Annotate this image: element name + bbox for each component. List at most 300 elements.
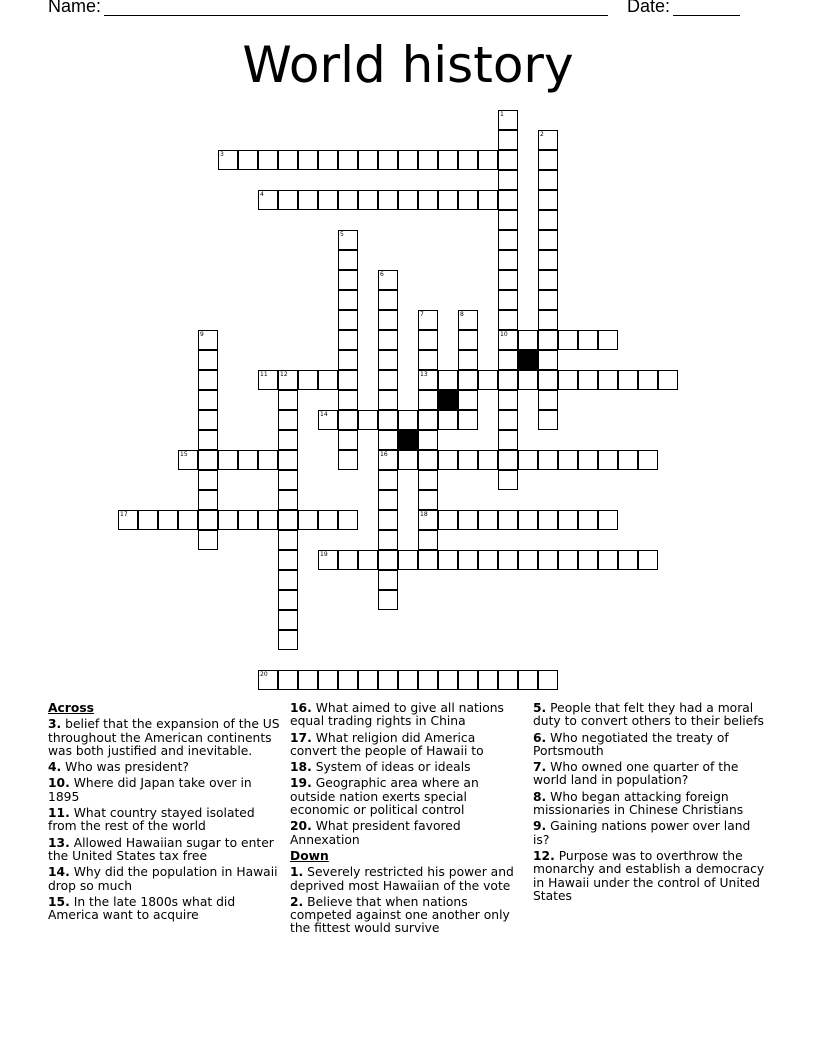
crossword-cell[interactable] [398,670,418,690]
crossword-cell[interactable] [338,190,358,210]
crossword-cell[interactable] [278,630,298,650]
crossword-cell[interactable] [458,550,478,570]
crossword-cell[interactable] [458,450,478,470]
crossword-cell[interactable] [338,430,358,450]
crossword-cell[interactable] [338,310,358,330]
clue-number: 6. [533,730,547,745]
clue-number: 17. [290,730,312,745]
crossword-cell[interactable] [498,390,518,410]
clue-number: 18. [290,760,312,775]
crossword-cell[interactable] [338,150,358,170]
crossword-cell[interactable] [358,670,378,690]
clue-number: 11. [48,806,70,821]
crossword-cell[interactable] [398,450,418,470]
crossword-cell[interactable] [498,290,518,310]
crossword-cell[interactable] [378,490,398,510]
crossword-cell[interactable] [418,430,438,450]
crossword-cell[interactable] [198,490,218,510]
crossword-cell[interactable] [178,510,198,530]
crossword-cell[interactable] [638,450,658,470]
across-heading: Across [48,701,94,715]
crossword-cell[interactable] [338,510,358,530]
crossword-cell[interactable] [458,670,478,690]
clue-number: 9. [533,819,547,834]
clue-number: 19. [290,776,312,791]
crossword-cell[interactable] [338,290,358,310]
crossword-cell[interactable] [498,130,518,150]
crossword-cell[interactable] [378,330,398,350]
crossword-cell[interactable] [498,350,518,370]
crossword-cell[interactable] [318,410,338,430]
crossword-cell[interactable] [418,530,438,550]
crossword-cell[interactable] [338,230,358,250]
across-clue [290,820,522,847]
clue-text: Who was president? [65,760,189,775]
cell-number: 6 [380,271,384,278]
crossword-cell[interactable] [198,410,218,430]
crossword-cell[interactable] [418,470,438,490]
crossword-cell[interactable] [338,350,358,370]
crossword-cell[interactable] [658,370,678,390]
crossword-cell[interactable] [198,530,218,550]
crossword-cell[interactable] [338,670,358,690]
cell-number: 13 [420,371,428,378]
crossword-cell[interactable] [498,170,518,190]
crossword-cell[interactable] [338,370,358,390]
crossword-cell[interactable] [278,390,298,410]
crossword-cell[interactable] [618,450,638,470]
crossword-cell[interactable] [438,670,458,690]
crossword-cell[interactable] [258,370,278,390]
crossword-cell[interactable] [398,410,418,430]
crossword-cell[interactable] [198,370,218,390]
crossword-block-cell [518,350,538,370]
cell-number: 10 [500,331,508,338]
clue-number: 10. [48,776,70,791]
crossword-cell[interactable] [378,570,398,590]
clue-text: People that felt they had a moral duty to convert others to their beliefs [533,701,764,729]
crossword-cell[interactable] [498,310,518,330]
across-clue [48,837,280,864]
crossword-cell[interactable] [378,390,398,410]
crossword-cell[interactable] [198,470,218,490]
crossword-cell[interactable] [418,450,438,470]
crossword-cell[interactable] [538,450,558,470]
crossword-cell[interactable] [378,430,398,450]
crossword-cell[interactable] [278,670,298,690]
clue-number: 1. [290,865,304,880]
crossword-cell[interactable] [498,430,518,450]
clue-number: 20. [290,819,312,834]
page-title: World history [242,36,574,94]
crossword-cell[interactable] [458,310,478,330]
crossword-cell[interactable] [518,330,538,350]
down-clue [533,702,765,729]
crossword-cell[interactable] [598,370,618,390]
crossword-cell[interactable] [458,410,478,430]
crossword-cell[interactable] [418,490,438,510]
clue-number: 4. [48,760,62,775]
crossword-cell[interactable] [538,350,558,370]
crossword-cell[interactable] [438,410,458,430]
crossword-cell[interactable] [418,390,438,410]
crossword-cell[interactable] [598,550,618,570]
crossword-cell[interactable] [438,550,458,570]
crossword-cell[interactable] [518,550,538,570]
cell-number: 1 [500,111,504,118]
crossword-cell[interactable] [258,190,278,210]
crossword-cell[interactable] [338,550,358,570]
crossword-cell[interactable] [318,190,338,210]
crossword-cell[interactable] [298,190,318,210]
clue-number: 12. [533,848,555,863]
cell-number: 5 [340,231,344,238]
crossword-cell[interactable] [278,450,298,470]
crossword-cell[interactable] [358,550,378,570]
clue-text: What religion did America convert the people of Hawaii to [290,730,484,758]
crossword-cell[interactable] [518,370,538,390]
crossword-cell[interactable] [418,190,438,210]
clues-column-3 [533,702,765,906]
down-clue [533,761,765,788]
crossword-cell[interactable] [378,270,398,290]
crossword-cell[interactable] [578,370,598,390]
clues-column-1 [48,702,280,925]
clue-text: Why did the population in Hawaii drop so much [48,865,278,893]
clue-text: System of ideas or ideals [315,760,471,775]
crossword-block-cell [398,430,418,450]
down-clue [533,820,765,847]
crossword-cell[interactable] [538,130,558,150]
crossword-cell[interactable] [538,370,558,390]
crossword-cell[interactable] [538,210,558,230]
crossword-cell[interactable] [198,390,218,410]
clue-text: Who began attacking foreign missionaries in Chinese Christians [533,789,744,818]
crossword-cell[interactable] [458,330,478,350]
crossword-cell[interactable] [318,550,338,570]
crossword-cell[interactable] [298,370,318,390]
clue-text: In the late 1800s what did America want to acquire [48,894,236,923]
crossword-cell[interactable] [358,150,378,170]
crossword-cell[interactable] [398,150,418,170]
crossword-cell[interactable] [378,550,398,570]
crossword-cell[interactable] [418,330,438,350]
across-clue [290,761,522,774]
across-clue [48,761,280,774]
clue-text: What aimed to give all nations equal trading rights in China [290,701,504,729]
crossword-cell[interactable] [418,370,438,390]
clue-number: 3. [48,717,62,732]
crossword-cell[interactable] [418,310,438,330]
crossword-cell[interactable] [498,470,518,490]
crossword-cell[interactable] [318,150,338,170]
crossword-cell[interactable] [498,410,518,430]
crossword-cell[interactable] [598,450,618,470]
crossword-cell[interactable] [218,150,238,170]
crossword-cell[interactable] [538,190,558,210]
crossword-cell[interactable] [238,450,258,470]
clue-number: 16. [290,701,312,715]
crossword-cell[interactable] [638,370,658,390]
clue-text: belief that the expansion of the US throughout the American continents was both justified and inevitable. [48,717,280,758]
date-label: Date: [627,0,671,16]
crossword-cell[interactable] [418,550,438,570]
crossword-cell[interactable] [378,470,398,490]
clue-text: Believe that when nations competed against one another only the fittest would survive [290,894,510,936]
crossword-cell[interactable] [538,390,558,410]
crossword-cell[interactable] [558,370,578,390]
crossword-cell[interactable] [278,150,298,170]
crossword-cell[interactable] [198,430,218,450]
crossword-cell[interactable] [338,410,358,430]
clue-text: Purpose was to overthrow the monarchy and establish a democracy in Hawaii under the control of United States [533,848,765,903]
crossword-cell[interactable] [218,510,238,530]
crossword-cell[interactable] [498,110,518,130]
crossword-cell[interactable] [278,190,298,210]
crossword-cell[interactable] [218,450,238,470]
crossword-cell[interactable] [278,550,298,570]
crossword-cell[interactable] [498,330,518,350]
crossword-cell[interactable] [478,150,498,170]
crossword-cell[interactable] [518,670,538,690]
crossword-cell[interactable] [278,610,298,630]
crossword-cell[interactable] [438,190,458,210]
crossword-cell[interactable] [578,450,598,470]
crossword-cell[interactable] [458,390,478,410]
crossword-cell[interactable] [298,150,318,170]
crossword-cell[interactable] [558,450,578,470]
across-clue [48,807,280,834]
clue-number: 5. [533,701,547,715]
crossword-cell[interactable] [458,370,478,390]
clue-number: 7. [533,760,547,775]
clue-text: Who negotiated the treaty of Portsmouth [533,730,729,758]
cell-number: 2 [540,131,544,138]
crossword-cell[interactable] [498,230,518,250]
cell-number: 11 [260,371,268,378]
cell-number: 9 [200,331,204,338]
crossword-cell[interactable] [478,550,498,570]
crossword-cell[interactable] [378,530,398,550]
clue-text: Gaining nations power over land is? [533,819,751,847]
crossword-cell[interactable] [478,510,498,530]
crossword-cell[interactable] [378,370,398,390]
crossword-cell[interactable] [498,670,518,690]
crossword-cell[interactable] [238,510,258,530]
crossword-cell[interactable] [418,410,438,430]
crossword-cell[interactable] [478,450,498,470]
crossword-cell[interactable] [538,330,558,350]
crossword-cell[interactable] [458,190,478,210]
cell-number: 3 [220,151,224,158]
across-clue [290,702,522,729]
clue-text: Allowed Hawaiian sugar to enter the United States tax free [48,835,274,863]
crossword-cell[interactable] [558,550,578,570]
across-clue [48,866,280,893]
crossword-cell[interactable] [318,510,338,530]
crossword-cell[interactable] [498,550,518,570]
crossword-cell[interactable] [338,450,358,470]
crossword-cell[interactable] [618,370,638,390]
crossword-cell[interactable] [478,370,498,390]
crossword-cell[interactable] [318,670,338,690]
crossword-cell[interactable] [378,510,398,530]
crossword-cell[interactable] [538,510,558,530]
crossword-cell[interactable] [158,510,178,530]
crossword-cell[interactable] [498,270,518,290]
crossword-cell[interactable] [378,670,398,690]
crossword-cell[interactable] [378,150,398,170]
crossword-cell[interactable] [558,330,578,350]
cell-number: 17 [120,511,128,518]
crossword-cell[interactable] [338,330,358,350]
crossword-cell[interactable] [338,390,358,410]
cell-number: 12 [280,371,288,378]
crossword-cell[interactable] [378,190,398,210]
crossword-cell[interactable] [538,310,558,330]
crossword-cell[interactable] [498,370,518,390]
crossword-cell[interactable] [378,410,398,430]
crossword-cell[interactable] [578,330,598,350]
crossword-cell[interactable] [298,510,318,530]
clue-number: 15. [48,894,70,909]
across-clue [48,718,280,758]
crossword-cell[interactable] [258,670,278,690]
crossword-cell[interactable] [478,670,498,690]
crossword-cell[interactable] [258,450,278,470]
crossword-cell[interactable] [458,350,478,370]
crossword-cell[interactable] [538,290,558,310]
name-label: Name: [48,0,102,16]
crossword-cell[interactable] [378,350,398,370]
cell-number: 19 [320,551,328,558]
clues-column-2 [290,702,522,939]
crossword-cell[interactable] [418,150,438,170]
crossword-cell[interactable] [278,510,298,530]
crossword-cell[interactable] [238,150,258,170]
crossword-cell[interactable] [418,350,438,370]
crossword-cell[interactable] [538,550,558,570]
cell-number: 8 [460,311,464,318]
crossword-cell[interactable] [198,450,218,470]
crossword-cell[interactable] [398,550,418,570]
crossword-cell[interactable] [438,510,458,530]
clue-number: 2. [290,894,304,909]
crossword-cell[interactable] [118,510,138,530]
crossword-cell[interactable] [338,270,358,290]
crossword-cell[interactable] [378,590,398,610]
crossword-cell[interactable] [378,450,398,470]
crossword-cell[interactable] [278,410,298,430]
crossword-cell[interactable] [418,670,438,690]
crossword-cell[interactable] [418,510,438,530]
cell-number: 20 [260,671,268,678]
crossword-cell[interactable] [198,510,218,530]
crossword-cell[interactable] [438,450,458,470]
crossword-cell[interactable] [538,670,558,690]
clue-text: Severely restricted his power and deprived most Hawaiian of the vote [290,865,514,893]
crossword-cell[interactable] [278,430,298,450]
crossword-cell[interactable] [278,490,298,510]
crossword-cell[interactable] [178,450,198,470]
crossword-cell[interactable] [518,510,538,530]
crossword-cell[interactable] [518,450,538,470]
crossword-cell[interactable] [498,190,518,210]
crossword-cell[interactable] [498,510,518,530]
crossword-cell[interactable] [498,210,518,230]
across-clue [48,777,280,804]
crossword-cell[interactable] [458,150,478,170]
crossword-cell[interactable] [198,330,218,350]
cell-number: 14 [320,411,328,418]
crossword-cell[interactable] [378,290,398,310]
crossword-cell[interactable] [138,510,158,530]
crossword-cell[interactable] [378,310,398,330]
crossword-cell[interactable] [498,450,518,470]
cell-number: 4 [260,191,264,198]
across-clue [290,777,522,817]
crossword-cell[interactable] [578,550,598,570]
crossword-cell[interactable] [538,250,558,270]
crossword-cell[interactable] [598,330,618,350]
down-heading: Down [290,848,329,863]
crossword-cell[interactable] [358,410,378,430]
down-clue [290,896,522,936]
crossword-cell[interactable] [318,370,338,390]
crossword-cell[interactable] [538,150,558,170]
crossword-cell[interactable] [278,570,298,590]
clue-text: Where did Japan take over in 1895 [48,776,252,804]
crossword-cell[interactable] [258,510,278,530]
crossword-cell[interactable] [498,150,518,170]
clue-text: What president favored Annexation [290,819,461,847]
down-clue [290,866,522,893]
crossword-cell[interactable] [538,170,558,190]
crossword-cell[interactable] [278,530,298,550]
clue-text: What country stayed isolated from the rest of the world [48,806,255,834]
crossword-cell[interactable] [258,150,278,170]
crossword-cell[interactable] [538,410,558,430]
across-clue [48,896,280,923]
crossword-cell[interactable] [438,370,458,390]
crossword-cell[interactable] [458,510,478,530]
crossword-cell[interactable] [498,250,518,270]
crossword-cell[interactable] [538,230,558,250]
crossword-cell[interactable] [618,550,638,570]
crossword-cell[interactable] [638,550,658,570]
clue-text: Geographic area where an outside nation exerts special economic or political control [290,776,479,818]
clue-text: Who owned one quarter of the world land in population? [533,760,739,788]
crossword-cell[interactable] [278,370,298,390]
crossword-cell[interactable] [278,590,298,610]
crossword-cell[interactable] [558,510,578,530]
crossword-block-cell [438,390,458,410]
crossword-cell[interactable] [338,250,358,270]
clue-number: 13. [48,835,70,850]
crossword-cell[interactable] [578,510,598,530]
crossword-cell[interactable] [538,270,558,290]
crossword-cell[interactable] [278,470,298,490]
crossword-cell[interactable] [298,670,318,690]
crossword-cell[interactable] [358,190,378,210]
crossword-cell[interactable] [598,510,618,530]
crossword-cell[interactable] [198,350,218,370]
crossword-cell[interactable] [398,190,418,210]
across-clue [290,732,522,759]
down-clue [533,732,765,759]
crossword-cell[interactable] [438,150,458,170]
crossword-cell[interactable] [478,190,498,210]
